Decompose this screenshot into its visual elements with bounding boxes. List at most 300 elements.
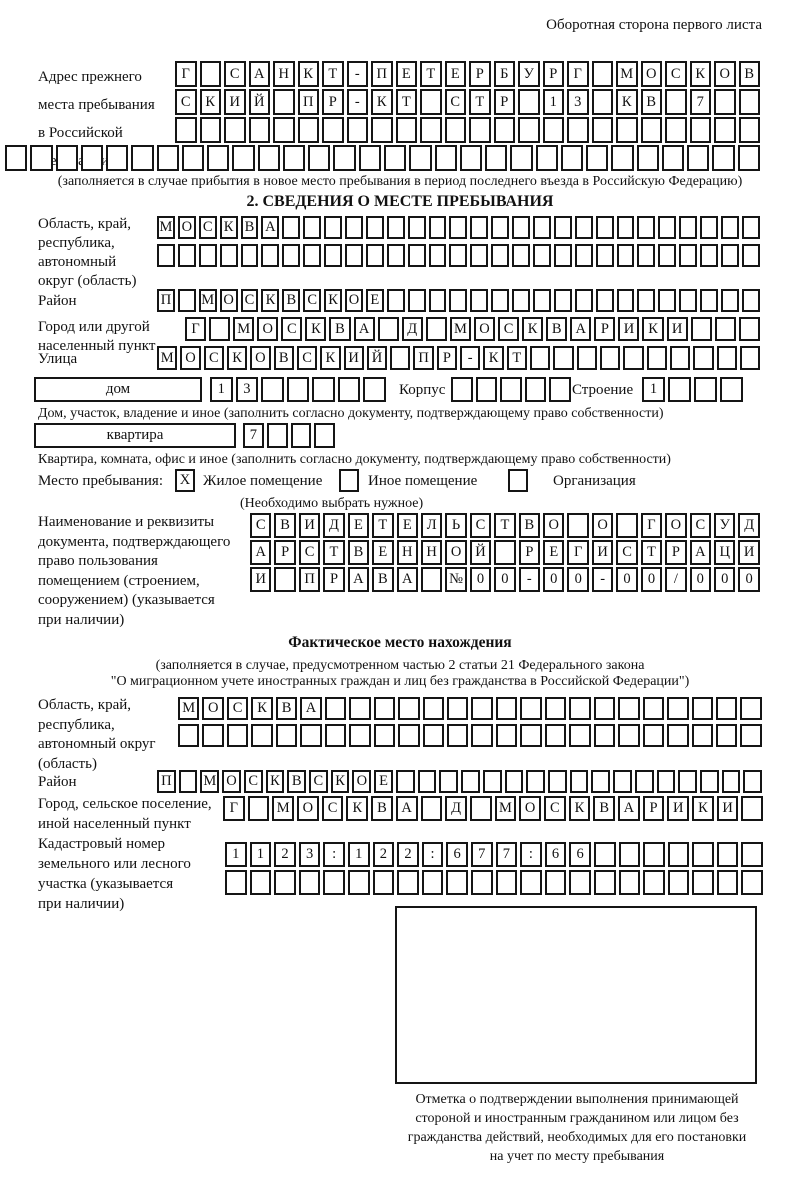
char-cell[interactable]: 0 [470,567,491,592]
char-cell[interactable]: С [616,540,637,565]
char-cell[interactable] [324,216,342,239]
char-cell[interactable] [200,61,222,87]
char-cell[interactable] [512,244,530,267]
char-cell[interactable]: Л [421,513,442,538]
char-cell[interactable] [374,724,395,747]
char-cell[interactable]: А [261,216,279,239]
char-cell[interactable]: И [667,317,688,341]
char-cell[interactable]: К [320,346,340,370]
char-cell[interactable]: Р [437,346,457,370]
char-cell[interactable] [207,145,229,171]
char-cell[interactable] [429,216,447,239]
char-cell[interactable] [451,377,473,402]
char-cell[interactable]: О [297,796,319,821]
char-cell[interactable]: Д [323,513,344,538]
char-cell[interactable] [717,842,739,867]
char-cell[interactable] [526,770,545,793]
char-cell[interactable] [716,724,737,747]
char-cell[interactable] [505,770,524,793]
char-cell[interactable]: С [175,89,197,115]
char-cell[interactable]: Б [494,61,516,87]
char-cell[interactable] [618,697,639,720]
char-cell[interactable] [658,216,676,239]
char-cell[interactable]: О [202,697,223,720]
char-cell[interactable]: Д [402,317,423,341]
char-cell[interactable]: С [665,61,687,87]
char-cell[interactable]: Т [507,346,527,370]
char-cell[interactable]: : [323,842,345,867]
char-cell[interactable] [408,216,426,239]
char-cell[interactable]: М [199,289,217,312]
char-cell[interactable] [359,145,381,171]
char-cell[interactable] [282,244,300,267]
char-cell[interactable] [600,346,620,370]
char-cell[interactable] [157,145,179,171]
char-cell[interactable]: А [354,317,375,341]
char-cell[interactable]: Ь [445,513,466,538]
char-cell[interactable] [449,244,467,267]
char-cell[interactable] [665,117,687,143]
char-cell[interactable] [387,289,405,312]
char-cell[interactable] [248,796,270,821]
char-cell[interactable] [561,145,583,171]
char-cell[interactable] [378,317,399,341]
char-cell[interactable] [717,346,737,370]
char-cell[interactable] [536,145,558,171]
char-cell[interactable] [567,117,589,143]
char-cell[interactable] [740,346,760,370]
char-cell[interactable] [299,870,321,895]
char-cell[interactable] [679,216,697,239]
char-cell[interactable]: 7 [471,842,493,867]
char-cell[interactable] [273,117,295,143]
char-cell[interactable] [611,145,633,171]
char-cell[interactable]: / [665,567,686,592]
char-cell[interactable] [397,870,419,895]
char-cell[interactable] [577,346,597,370]
char-cell[interactable]: С [244,770,263,793]
char-cell[interactable] [596,244,614,267]
char-cell[interactable]: О [250,346,270,370]
char-cell[interactable]: И [299,513,320,538]
char-cell[interactable]: К [522,317,543,341]
char-cell[interactable] [483,770,502,793]
char-cell[interactable] [423,697,444,720]
char-cell[interactable]: С [309,770,328,793]
char-cell[interactable]: К [266,770,285,793]
char-cell[interactable] [325,724,346,747]
char-cell[interactable]: В [274,513,295,538]
char-cell[interactable]: И [717,796,739,821]
char-cell[interactable]: М [495,796,517,821]
char-cell[interactable] [303,244,321,267]
char-cell[interactable] [692,842,714,867]
char-cell[interactable]: С [297,346,317,370]
char-cell[interactable]: Р [274,540,295,565]
char-cell[interactable] [512,289,530,312]
char-cell[interactable] [740,697,761,720]
char-cell[interactable]: С [544,796,566,821]
organization-checkbox[interactable] [508,469,528,492]
char-cell[interactable]: К [616,89,638,115]
char-cell[interactable]: Т [322,61,344,87]
char-cell[interactable]: Е [374,770,393,793]
char-cell[interactable]: Й [367,346,387,370]
char-cell[interactable]: Е [372,540,393,565]
char-cell[interactable] [715,317,736,341]
char-cell[interactable]: М [616,61,638,87]
char-cell[interactable]: С [204,346,224,370]
char-cell[interactable]: 6 [545,842,567,867]
char-cell[interactable] [396,770,415,793]
char-cell[interactable] [668,870,690,895]
char-cell[interactable] [496,697,517,720]
char-cell[interactable] [670,346,690,370]
char-cell[interactable]: В [372,567,393,592]
char-cell[interactable]: И [344,346,364,370]
char-cell[interactable] [569,870,591,895]
char-cell[interactable]: В [371,796,393,821]
char-cell[interactable]: О [519,796,541,821]
char-cell[interactable] [308,145,330,171]
char-cell[interactable]: 7 [496,842,518,867]
char-cell[interactable] [106,145,128,171]
char-cell[interactable]: 0 [690,567,711,592]
char-cell[interactable]: О [180,346,200,370]
char-cell[interactable]: А [570,317,591,341]
char-cell[interactable]: В [519,513,540,538]
char-cell[interactable] [637,145,659,171]
char-cell[interactable]: 2 [274,842,296,867]
char-cell[interactable]: К [324,289,342,312]
char-cell[interactable]: К [690,61,712,87]
char-cell[interactable]: К [200,89,222,115]
char-cell[interactable]: П [298,89,320,115]
char-cell[interactable]: 0 [714,567,735,592]
char-cell[interactable] [739,117,761,143]
char-cell[interactable]: 3 [299,842,321,867]
char-cell[interactable]: Т [396,89,418,115]
char-cell[interactable]: Р [469,61,491,87]
char-cell[interactable] [274,870,296,895]
char-cell[interactable] [692,697,713,720]
char-cell[interactable] [520,870,542,895]
char-cell[interactable] [420,89,442,115]
char-cell[interactable] [554,244,572,267]
char-cell[interactable]: О [641,61,663,87]
char-cell[interactable] [712,145,734,171]
char-cell[interactable]: 6 [569,842,591,867]
char-cell[interactable] [460,145,482,171]
char-cell[interactable] [618,724,639,747]
char-cell[interactable]: О [665,513,686,538]
char-cell[interactable] [594,842,616,867]
char-cell[interactable] [371,117,393,143]
char-cell[interactable] [742,244,760,267]
char-cell[interactable]: Г [567,540,588,565]
char-cell[interactable] [447,724,468,747]
char-cell[interactable]: С [498,317,519,341]
char-cell[interactable]: Н [273,61,295,87]
char-cell[interactable] [366,216,384,239]
char-cell[interactable]: Е [543,540,564,565]
char-cell[interactable] [717,870,739,895]
char-cell[interactable] [398,724,419,747]
char-cell[interactable]: Р [543,61,565,87]
char-cell[interactable] [691,317,712,341]
char-cell[interactable] [619,870,641,895]
char-cell[interactable]: С [690,513,711,538]
char-cell[interactable] [200,117,222,143]
char-cell[interactable] [131,145,153,171]
char-cell[interactable]: И [592,540,613,565]
char-cell[interactable] [261,377,284,402]
char-cell[interactable]: П [413,346,433,370]
char-cell[interactable] [420,117,442,143]
char-cell[interactable]: 0 [616,567,637,592]
char-cell[interactable]: С [303,289,321,312]
char-cell[interactable] [586,145,608,171]
char-cell[interactable]: Ц [714,540,735,565]
char-cell[interactable] [658,289,676,312]
char-cell[interactable] [668,377,691,402]
char-cell[interactable]: А [300,697,321,720]
char-cell[interactable] [569,724,590,747]
char-cell[interactable] [384,145,406,171]
char-cell[interactable]: В [348,540,369,565]
char-cell[interactable]: М [272,796,294,821]
char-cell[interactable] [175,117,197,143]
char-cell[interactable] [720,377,743,402]
char-cell[interactable] [439,770,458,793]
char-cell[interactable] [658,244,676,267]
char-cell[interactable] [287,377,310,402]
char-cell[interactable] [738,145,760,171]
char-cell[interactable] [348,870,370,895]
char-cell[interactable]: О [222,770,241,793]
char-cell[interactable]: - [592,567,613,592]
char-cell[interactable]: Д [738,513,759,538]
char-cell[interactable]: 3 [567,89,589,115]
char-cell[interactable] [470,216,488,239]
char-cell[interactable] [409,145,431,171]
char-cell[interactable] [258,145,280,171]
char-cell[interactable] [743,770,762,793]
char-cell[interactable] [182,145,204,171]
char-cell[interactable] [716,697,737,720]
char-cell[interactable]: П [157,289,175,312]
char-cell[interactable]: К [261,289,279,312]
char-cell[interactable]: О [352,770,371,793]
char-cell[interactable] [322,117,344,143]
char-cell[interactable] [471,724,492,747]
char-cell[interactable] [692,724,713,747]
char-cell[interactable] [471,870,493,895]
char-cell[interactable]: В [241,216,259,239]
char-cell[interactable] [596,289,614,312]
char-cell[interactable] [525,377,547,402]
char-cell[interactable]: 7 [690,89,712,115]
char-cell[interactable]: С [281,317,302,341]
char-cell[interactable]: Е [348,513,369,538]
char-cell[interactable] [687,145,709,171]
char-cell[interactable]: И [738,540,759,565]
char-cell[interactable] [591,770,610,793]
char-cell[interactable] [613,770,632,793]
char-cell[interactable] [594,724,615,747]
char-cell[interactable]: В [329,317,350,341]
char-cell[interactable] [449,289,467,312]
char-cell[interactable]: С [224,61,246,87]
char-cell[interactable]: 0 [738,567,759,592]
char-cell[interactable]: : [520,842,542,867]
char-cell[interactable]: К [483,346,503,370]
char-cell[interactable] [225,870,247,895]
char-cell[interactable] [398,697,419,720]
char-cell[interactable] [592,89,614,115]
char-cell[interactable]: К [220,216,238,239]
char-cell[interactable]: С [322,796,344,821]
char-cell[interactable]: В [276,697,297,720]
char-cell[interactable]: М [157,346,177,370]
char-cell[interactable] [179,770,198,793]
char-cell[interactable] [470,289,488,312]
char-cell[interactable] [491,289,509,312]
char-cell[interactable]: 1 [348,842,370,867]
char-cell[interactable] [178,244,196,267]
char-cell[interactable] [679,289,697,312]
char-cell[interactable] [267,423,288,448]
char-cell[interactable] [387,244,405,267]
char-cell[interactable] [349,724,370,747]
char-cell[interactable] [345,244,363,267]
char-cell[interactable]: И [618,317,639,341]
residential-checkbox[interactable]: X [175,469,195,492]
char-cell[interactable] [567,513,588,538]
char-cell[interactable]: С [445,89,467,115]
char-cell[interactable] [323,870,345,895]
char-cell[interactable]: 1 [250,842,272,867]
char-cell[interactable]: А [396,796,418,821]
char-cell[interactable]: И [667,796,689,821]
char-cell[interactable] [592,61,614,87]
char-cell[interactable] [220,244,238,267]
char-cell[interactable] [533,244,551,267]
char-cell[interactable] [491,244,509,267]
char-cell[interactable] [553,346,573,370]
char-cell[interactable] [429,244,447,267]
char-cell[interactable] [594,870,616,895]
char-cell[interactable]: А [250,540,271,565]
char-cell[interactable]: № [445,567,466,592]
char-cell[interactable] [283,145,305,171]
char-cell[interactable] [643,870,665,895]
char-cell[interactable]: 7 [243,423,264,448]
char-cell[interactable] [665,89,687,115]
char-cell[interactable] [314,423,335,448]
char-cell[interactable] [408,289,426,312]
char-cell[interactable] [178,724,199,747]
char-cell[interactable]: Й [470,540,491,565]
char-cell[interactable]: С [227,697,248,720]
char-cell[interactable] [543,117,565,143]
char-cell[interactable] [494,540,515,565]
char-cell[interactable]: У [714,513,735,538]
char-cell[interactable] [418,770,437,793]
char-cell[interactable] [333,145,355,171]
char-cell[interactable] [548,770,567,793]
char-cell[interactable] [643,842,665,867]
char-cell[interactable]: А [618,796,640,821]
char-cell[interactable] [721,244,739,267]
char-cell[interactable] [617,289,635,312]
char-cell[interactable] [157,244,175,267]
char-cell[interactable]: К [331,770,350,793]
char-cell[interactable] [363,377,386,402]
char-cell[interactable] [374,697,395,720]
char-cell[interactable] [616,513,637,538]
char-cell[interactable] [512,216,530,239]
char-cell[interactable] [494,117,516,143]
char-cell[interactable] [700,244,718,267]
char-cell[interactable] [423,724,444,747]
char-cell[interactable] [224,117,246,143]
char-cell[interactable] [518,89,540,115]
char-cell[interactable] [261,244,279,267]
char-cell[interactable] [449,216,467,239]
char-cell[interactable] [274,567,295,592]
char-cell[interactable]: П [157,770,176,793]
char-cell[interactable] [575,216,593,239]
char-cell[interactable] [325,697,346,720]
char-cell[interactable]: 0 [641,567,662,592]
char-cell[interactable] [549,377,571,402]
char-cell[interactable]: - [460,346,480,370]
char-cell[interactable] [202,724,223,747]
char-cell[interactable]: Т [469,89,491,115]
char-cell[interactable]: П [299,567,320,592]
char-cell[interactable]: Р [594,317,615,341]
char-cell[interactable]: О [592,513,613,538]
char-cell[interactable] [739,317,760,341]
char-cell[interactable] [575,289,593,312]
char-cell[interactable] [714,117,736,143]
char-cell[interactable]: - [347,61,369,87]
char-cell[interactable] [545,870,567,895]
char-cell[interactable] [739,89,761,115]
char-cell[interactable] [421,796,443,821]
char-cell[interactable]: - [347,89,369,115]
char-cell[interactable] [690,117,712,143]
char-cell[interactable] [445,117,467,143]
char-cell[interactable]: Т [494,513,515,538]
char-cell[interactable] [530,346,550,370]
char-cell[interactable]: С [241,289,259,312]
char-cell[interactable]: Н [421,540,442,565]
char-cell[interactable]: 0 [543,567,564,592]
char-cell[interactable] [429,289,447,312]
char-cell[interactable]: Г [223,796,245,821]
char-cell[interactable]: В [546,317,567,341]
char-cell[interactable] [694,377,717,402]
char-cell[interactable]: Е [366,289,384,312]
char-cell[interactable]: Т [372,513,393,538]
char-cell[interactable]: П [371,61,393,87]
char-cell[interactable] [637,289,655,312]
char-cell[interactable] [500,377,522,402]
char-cell[interactable] [721,289,739,312]
char-cell[interactable] [324,244,342,267]
